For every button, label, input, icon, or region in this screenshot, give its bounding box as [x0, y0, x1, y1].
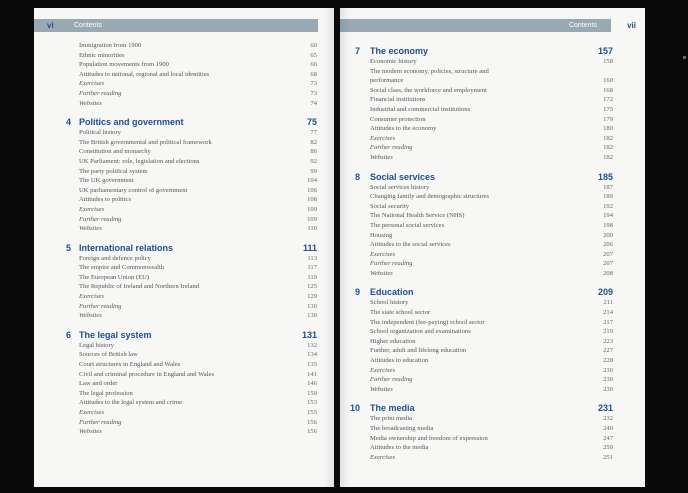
toc-entry[interactable]	[370, 453, 613, 463]
toc-entry-page-number: 180	[603, 125, 613, 133]
toc-entry-label: Social class, the workforce and employment	[370, 86, 487, 94]
toc-entry-label: School organization and examinations	[370, 328, 471, 336]
toc-entry[interactable]	[79, 398, 317, 408]
toc-entry-page-number: 182	[603, 144, 613, 152]
toc-entry-page-number: 232	[603, 415, 613, 423]
toc-entry-page-number: 92	[310, 157, 317, 165]
chapter-block	[79, 41, 317, 108]
toc-entry[interactable]	[370, 250, 613, 260]
chapter-title: The media	[370, 403, 415, 414]
toc-entry[interactable]	[79, 224, 317, 234]
toc-entry-label: Population movements from 1900	[79, 61, 169, 69]
toc-entry[interactable]	[370, 67, 613, 86]
toc-entry-page-number: 211	[603, 299, 613, 307]
toc-entry-page-number: 106	[307, 186, 317, 194]
toc-entry[interactable]	[370, 385, 613, 395]
toc-entry-page-number: 66	[310, 61, 317, 69]
toc-entry-page-number: 182	[603, 153, 613, 161]
chapter-number: 9	[354, 287, 360, 298]
toc-entry-label: Attitudes to education	[370, 357, 429, 365]
toc-entry-label: The legal profession	[79, 389, 133, 397]
chapter-heading[interactable]	[348, 287, 613, 298]
toc-entry[interactable]	[79, 341, 317, 351]
toc-entry-label: Exercises	[79, 205, 105, 213]
toc-entry-label: Further reading	[79, 215, 122, 223]
toc-entry-page-number: 130	[307, 312, 317, 320]
toc-entry-page-number: 219	[603, 328, 613, 336]
toc-entry[interactable]	[370, 298, 613, 308]
toc-entry-page-number: 189	[603, 193, 613, 201]
toc-entry[interactable]	[79, 99, 317, 109]
toc-entry-page-number: 141	[307, 370, 317, 378]
chapter-page-number: 131	[301, 329, 317, 340]
toc-entry[interactable]	[370, 134, 613, 144]
toc-entry-label: Foreign and defence policy	[79, 254, 151, 262]
toc-entry-page-number: 113	[307, 254, 317, 262]
toc-entry[interactable]	[370, 183, 613, 193]
toc-entry[interactable]	[370, 153, 613, 163]
toc-entry-label-line: The modern economy, policies, structure and	[370, 67, 489, 75]
running-head-left: Contents	[34, 19, 318, 32]
toc-entry-page-number: 200	[603, 231, 613, 239]
toc-entry-page-number: 132	[307, 341, 317, 349]
toc-entry-page-number: 153	[307, 399, 317, 407]
toc-entry-label: Further reading	[79, 418, 122, 426]
toc-entry[interactable]	[370, 240, 613, 250]
toc-entry-label: The UK government	[79, 177, 134, 185]
toc-entry-label: Law and order	[79, 380, 118, 388]
chapter-heading[interactable]	[65, 117, 317, 128]
toc-entry-label: Economic history	[370, 58, 417, 65]
toc-entry-page-number: 251	[603, 453, 613, 461]
toc-entry[interactable]	[79, 138, 317, 148]
toc-entry-page-number: 250	[603, 444, 613, 452]
toc-entry-label: Websites	[370, 269, 393, 277]
toc-entry-label: Websites	[79, 99, 102, 107]
toc-entry-page-number: 65	[310, 51, 317, 59]
toc-entry-page-number: 109	[307, 215, 317, 223]
toc-entry-page-number: 155	[307, 409, 317, 416]
toc-entry[interactable]	[370, 443, 613, 453]
toc-entry-label: Websites	[79, 428, 102, 436]
chapter-block	[348, 403, 613, 462]
toc-entry[interactable]	[370, 202, 613, 212]
toc-entry-label: Exercises	[370, 453, 396, 461]
toc-entry-page-number: 187	[603, 183, 613, 191]
chapter-block	[348, 172, 613, 279]
toc-entry-page-number: 150	[307, 389, 317, 397]
chapter-page-number: 185	[597, 171, 613, 182]
toc-entry-page-number: 146	[307, 380, 317, 388]
toc-entry-label: Attitudes to the economy	[370, 125, 437, 133]
toc-entry[interactable]	[79, 89, 317, 99]
toc-entry[interactable]	[370, 346, 613, 356]
toc-entry-label: The National Health Service (NHS)	[370, 212, 465, 220]
toc-entry-page-number: 130	[307, 302, 317, 310]
toc-entry[interactable]	[370, 356, 613, 366]
toc-entry[interactable]	[79, 389, 317, 399]
toc-entry-label: Legal history	[79, 341, 114, 349]
toc-entry[interactable]	[79, 273, 317, 283]
toc-entry-page-number: 73	[310, 89, 317, 97]
toc-entry-label: Consumer protection	[370, 115, 426, 123]
toc-entry-label: Attitudes to national, regional and local identities	[79, 70, 210, 78]
toc-entry-label: Further reading	[79, 89, 122, 97]
toc-entry-label: Media ownership and freedom of expression	[370, 434, 488, 442]
toc-entry-label: Higher education	[370, 337, 416, 345]
toc-entry[interactable]	[79, 302, 317, 312]
chapter-page-number: 157	[597, 46, 613, 56]
toc-entry[interactable]	[370, 337, 613, 347]
toc-entry-page-number: 156	[307, 428, 317, 436]
toc-entry-label: Political history	[79, 129, 121, 137]
toc-entry[interactable]	[79, 60, 317, 70]
toc-entry[interactable]	[79, 70, 317, 80]
toc-entry-page-number: 206	[603, 241, 613, 249]
toc-entry[interactable]	[79, 147, 317, 157]
toc-entry[interactable]	[79, 41, 317, 51]
toc-entry[interactable]	[370, 95, 613, 105]
toc-entry[interactable]	[79, 427, 317, 437]
toc-entry-label	[370, 67, 583, 86]
toc-entry-page-number: 160	[603, 77, 613, 85]
toc-entry[interactable]	[79, 195, 317, 205]
chapter-heading[interactable]	[348, 403, 613, 414]
toc-entry[interactable]	[370, 434, 613, 444]
toc-entry-page-number: 217	[603, 318, 613, 326]
toc-entry-label: Changing family and demographic structures	[370, 193, 490, 201]
toc-entry-label: Further, adult and lifelong education	[370, 347, 467, 355]
toc-entry-page-number: 86	[310, 148, 317, 156]
toc-entry-page-number: 108	[307, 196, 317, 204]
toc-entry-label: Constitution and monarchy	[79, 148, 151, 156]
toc-entry-label: Exercises	[370, 250, 396, 258]
chapter-number: 6	[65, 329, 71, 340]
toc-entry-label: The personal social services	[370, 221, 445, 229]
chapter-block	[65, 329, 317, 437]
toc-entry-page-number: 247	[603, 434, 613, 442]
toc-entry-page-number: 99	[310, 167, 317, 175]
chapter-number: 10	[349, 403, 360, 414]
toc-entry-label: Immigration from 1900	[79, 42, 142, 49]
toc-entry[interactable]	[370, 124, 613, 134]
toc-entry-label: Sources of British law	[79, 351, 138, 359]
toc-entry-label: The Republic of Ireland and Northern Ireland	[79, 283, 200, 291]
toc-entry-label: The independent (fee-paying) school sector	[370, 318, 485, 326]
toc-entry[interactable]	[79, 379, 317, 389]
toc-entry-label: Social services history	[370, 183, 430, 191]
toc-entry-page-number: 134	[307, 351, 317, 359]
toc-entry[interactable]	[79, 186, 317, 196]
toc-entry-label: The European Union (EU)	[79, 273, 150, 281]
toc-entry-label: The broadcasting media	[370, 425, 434, 432]
toc-entry-page-number: 230	[603, 385, 613, 393]
toc-entry-label: Further reading	[370, 260, 413, 268]
toc-entry-label: Exercises	[370, 366, 396, 374]
toc-entry-label: Attitudes to politics	[79, 196, 132, 204]
toc-entry[interactable]	[370, 231, 613, 241]
chapter-heading[interactable]	[348, 46, 613, 57]
toc-entry-label: UK Parliament: role, legislation and elections	[79, 157, 200, 165]
toc-entry-page-number: 125	[307, 283, 317, 291]
toc-entry[interactable]	[370, 192, 613, 202]
toc-entry-label: Exercises	[79, 409, 105, 416]
toc-entry[interactable]	[370, 115, 613, 125]
chapter-heading[interactable]	[65, 329, 317, 341]
toc-entry-page-number: 156	[307, 418, 317, 426]
chapter-number: 4	[65, 117, 71, 128]
toc-entry[interactable]	[370, 221, 613, 231]
toc-entry-label: Financial institutions	[370, 96, 426, 104]
toc-entry-page-number: 198	[603, 221, 613, 229]
toc-entry[interactable]	[79, 282, 317, 292]
toc-entry[interactable]	[79, 350, 317, 360]
toc-entry[interactable]	[370, 86, 613, 96]
folio-right: vii	[627, 21, 636, 30]
chapter-title: Education	[370, 287, 414, 298]
toc-entry[interactable]	[79, 215, 317, 225]
toc-entry[interactable]	[370, 269, 613, 279]
chapter-number: 8	[354, 171, 360, 182]
left-page	[34, 8, 334, 487]
toc-entry-label: Industrial and commercial institutions	[370, 105, 471, 113]
toc-entry-page-number: 172	[603, 96, 613, 104]
toc-entry-label: Exercises	[370, 134, 396, 142]
toc-entry[interactable]	[370, 308, 613, 318]
toc-entry-page-number: 73	[310, 80, 317, 88]
chapter-title: Social services	[370, 171, 436, 182]
toc-entry-label: Ethnic minorities	[79, 51, 125, 59]
chapter-number: 5	[65, 242, 71, 253]
toc-entry[interactable]	[370, 318, 613, 328]
toc-entry-label: UK parliamentary control of government	[79, 186, 188, 194]
chapter-block	[65, 117, 317, 234]
chapter-heading[interactable]	[65, 242, 317, 254]
toc-entry[interactable]	[79, 254, 317, 264]
toc-entry[interactable]	[79, 292, 317, 302]
toc-entry-label: Websites	[370, 153, 393, 161]
toc-entry[interactable]	[79, 311, 317, 321]
toc-entry-page-number: 109	[307, 205, 317, 213]
toc-entry-label: Further reading	[79, 302, 122, 310]
toc-entry-page-number: 207	[603, 250, 613, 258]
chapter-block	[348, 46, 613, 163]
toc-entry[interactable]	[79, 263, 317, 273]
chapter-page-number: 231	[597, 403, 613, 414]
toc-entry[interactable]	[79, 128, 317, 138]
toc-entry-label: Websites	[370, 385, 393, 393]
folio-left: vi	[47, 21, 54, 30]
toc-entry-page-number: 179	[603, 115, 613, 123]
toc-entry-page-number: 117	[307, 264, 317, 272]
toc-entry-label: Websites	[79, 225, 102, 233]
toc-entry-page-number: 194	[603, 212, 613, 220]
toc-entry-label: The British governmental and political framework	[79, 138, 212, 146]
chapter-title: The legal system	[79, 329, 152, 340]
toc-right	[348, 46, 613, 471]
toc-entry[interactable]	[79, 167, 317, 177]
toc-entry-page-number: 135	[307, 361, 317, 369]
toc-entry-page-number: 77	[310, 129, 317, 137]
toc-entry-label: Further reading	[370, 376, 413, 384]
chapter-title: The economy	[370, 46, 429, 56]
toc-entry-page-number: 207	[603, 260, 613, 268]
toc-entry-page-number: 192	[603, 202, 613, 210]
toc-entry[interactable]	[79, 360, 317, 370]
toc-entry-page-number: 74	[310, 99, 317, 107]
toc-entry[interactable]	[79, 79, 317, 89]
toc-entry-page-number: 223	[603, 337, 613, 345]
toc-entry-label: Attitudes to the social services	[370, 241, 451, 249]
toc-entry-page-number: 68	[310, 70, 317, 78]
chapter-heading[interactable]	[348, 172, 613, 183]
toc-entry-page-number: 228	[603, 357, 613, 365]
chapter-page-number: 209	[597, 287, 613, 298]
toc-entry-label: Attitudes to the legal system and crime	[79, 399, 182, 407]
toc-entry[interactable]	[370, 424, 613, 434]
chapter-title: Politics and government	[79, 117, 184, 128]
chapter-block	[65, 242, 317, 321]
toc-entry[interactable]	[370, 259, 613, 269]
toc-entry-label: The party political system	[79, 167, 148, 175]
chapter-title: International relations	[79, 242, 174, 253]
toc-entry-label: School history	[370, 299, 409, 307]
toc-entry[interactable]	[370, 414, 613, 424]
toc-entry-page-number: 104	[307, 177, 317, 185]
chapter-block	[348, 287, 613, 394]
toc-left	[65, 41, 317, 446]
scan-mark	[683, 56, 686, 59]
toc-entry-label: Websites	[79, 312, 102, 320]
toc-entry-page-number: 168	[603, 86, 613, 94]
toc-entry[interactable]	[370, 366, 613, 376]
toc-entry-label: Court structures in England and Wales	[79, 361, 181, 369]
toc-entry-page-number: 230	[603, 376, 613, 384]
toc-entry-page-number: 60	[310, 42, 317, 49]
toc-entry-page-number: 158	[603, 58, 613, 65]
chapter-page-number: 75	[306, 117, 317, 128]
toc-entry-page-number: 129	[307, 293, 317, 301]
toc-entry-page-number: 182	[603, 134, 613, 142]
toc-entry-label: The state school sector	[370, 309, 431, 317]
toc-entry[interactable]	[370, 57, 613, 67]
toc-entry-page-number: 119	[307, 273, 317, 281]
toc-entry-page-number: 240	[603, 425, 613, 432]
toc-entry[interactable]	[79, 157, 317, 167]
toc-entry-page-number: 230	[603, 366, 613, 374]
toc-entry-label: Exercises	[79, 80, 105, 88]
toc-entry-label: Civil and criminal procedure in England and Wales	[79, 370, 215, 378]
chapter-number: 7	[354, 46, 360, 56]
toc-entry[interactable]	[370, 105, 613, 115]
toc-entry[interactable]	[79, 176, 317, 186]
toc-entry[interactable]	[79, 418, 317, 428]
toc-entry-label: Further reading	[370, 144, 413, 152]
toc-entry-page-number: 214	[603, 309, 613, 317]
toc-entry-label-line: performance	[370, 77, 404, 85]
toc-entry-page-number: 208	[603, 269, 613, 277]
right-page	[340, 8, 645, 487]
toc-entry[interactable]	[79, 51, 317, 61]
toc-entry-page-number: 110	[307, 225, 317, 233]
running-head-right: Contents	[340, 19, 611, 32]
toc-entry-page-number: 82	[310, 138, 317, 146]
toc-entry-label: Exercises	[79, 293, 105, 301]
toc-entry-page-number: 227	[603, 347, 613, 355]
toc-entry-label: Attitudes to the media	[370, 444, 429, 452]
toc-entry-page-number: 175	[603, 105, 613, 113]
toc-entry-label: The empire and Commonwealth	[79, 264, 165, 272]
toc-entry[interactable]	[79, 205, 317, 215]
toc-entry-label: Social security	[370, 202, 410, 210]
toc-entry[interactable]	[370, 211, 613, 221]
toc-entry[interactable]	[370, 327, 613, 337]
toc-entry-label: The print media	[370, 415, 413, 423]
toc-entry[interactable]	[79, 370, 317, 380]
toc-entry[interactable]	[79, 408, 317, 418]
toc-entry[interactable]	[370, 143, 613, 153]
toc-entry[interactable]	[370, 375, 613, 385]
chapter-page-number: 111	[302, 242, 317, 253]
toc-entry-label: Housing	[370, 231, 393, 239]
